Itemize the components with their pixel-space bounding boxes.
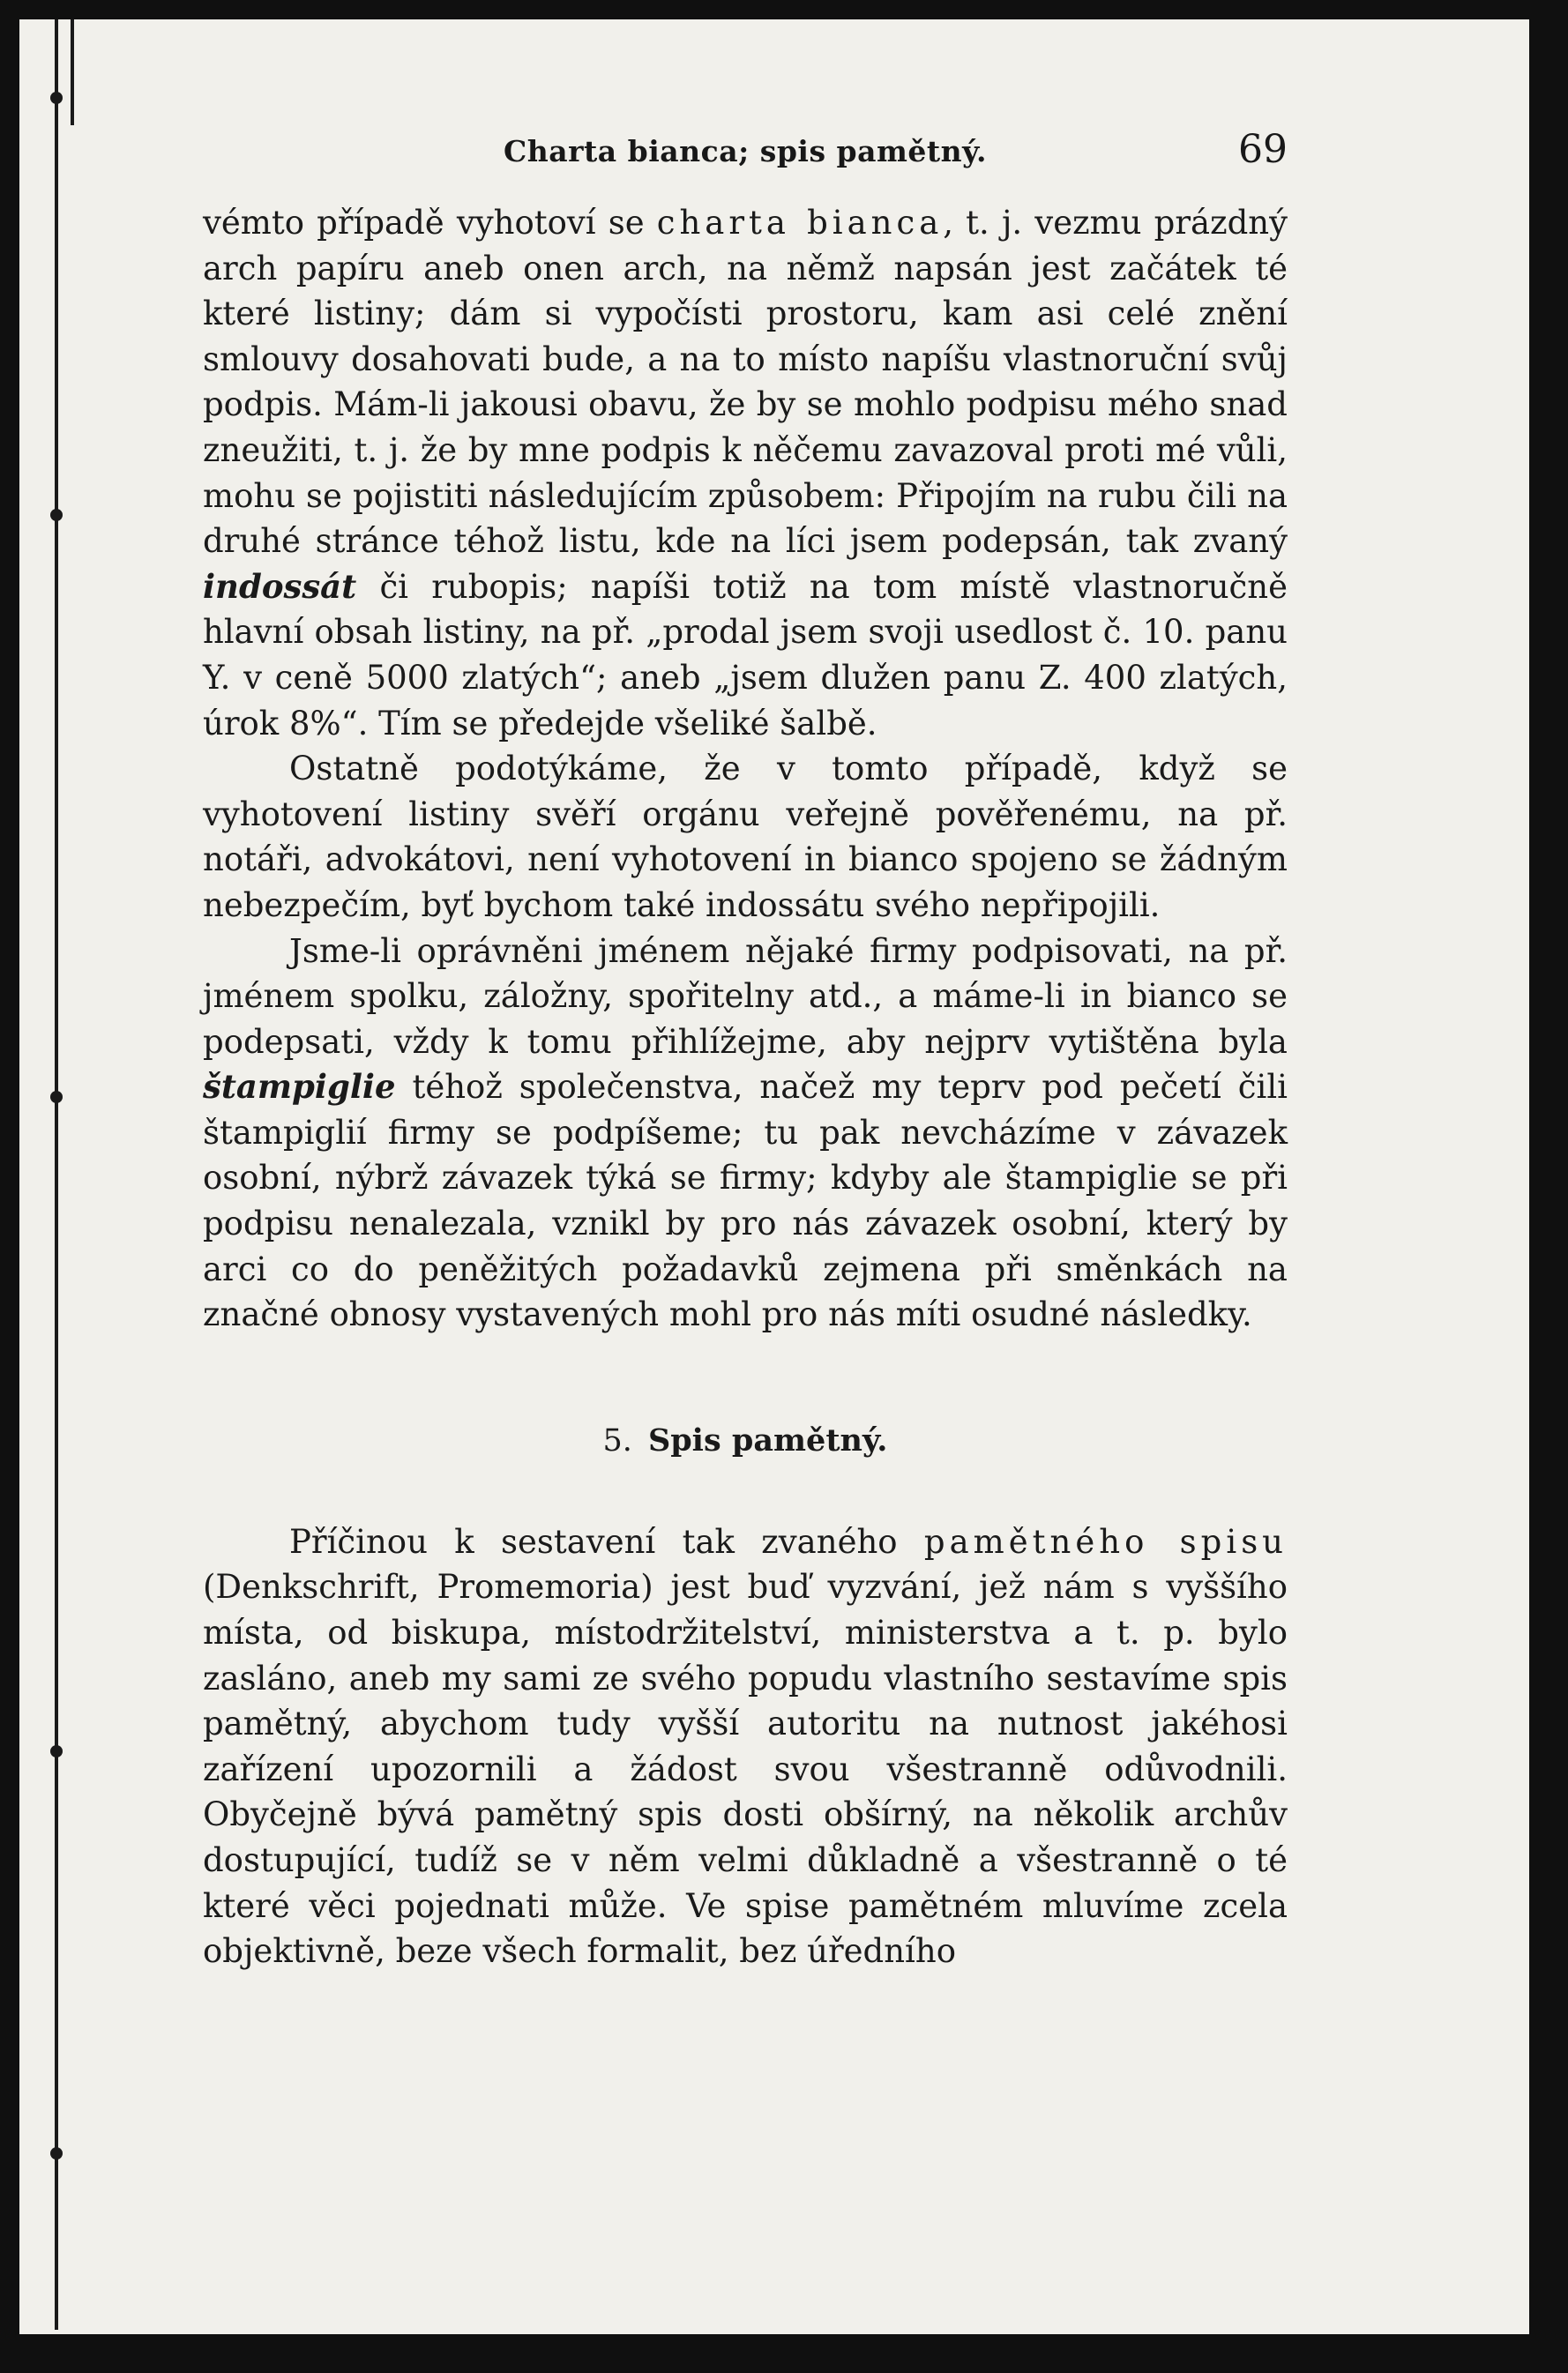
text-segment: charta bianca: [656, 204, 944, 242]
binding-mark: [50, 509, 63, 521]
text-segment: vémto případě vyhotoví se: [203, 204, 657, 242]
page-header: [203, 123, 1288, 176]
paragraph: [203, 1519, 1288, 1974]
section-number: 5.: [602, 1422, 632, 1459]
running-head: Charta bianca; spis pamětný.: [503, 134, 987, 168]
text-segment: (Denkschrift, Promemoria) jest buď vyzvání, jež nám s vyššího místa, od biskupa, místodržitelství, ministerstva a t. p. bylo zasláno, aneb my sami ze svého popudu vlastního sestavíme spis pamětný, abychom tudy vyšší autoritu na nutnost jakéhosi zařízení upozornili a žádost svou všestranně odůvodnili. Obyčejně bývá pamětný spis dosti obšírný, na několik archův dostupující, tudíž se v něm velmi důkladně a všestranně o té které věci pojednati může. Ve spise pamětném mluvíme zcela objektivně, beze všech formalit, bez úředního: [203, 1568, 1288, 1971]
binding-mark: [50, 1745, 63, 1757]
binding-rule: [71, 19, 74, 125]
text-segment: indossát: [203, 566, 357, 606]
binding-mark: [50, 2147, 63, 2160]
text-segment: Jsme-li oprávněni jménem nějaké firmy podpisovati, na př. jménem spolku, záložny, spořitelny atd., a máme-li in bianco se podepsati, vždy k tomu přihlížejme, aby nejprv vytištěna byla: [203, 931, 1288, 1061]
paragraph: [203, 929, 1288, 1338]
text-segment: , t. j. vezmu prázdný arch papíru aneb onen arch, na němž napsán jest začátek té které listiny; dám si vypočísti prostoru, kam asi celé znění smlouvy dosahovati bude, a na to místo napíšu vlastnoruční svůj podpis. Mám-li jakousi obavu, že by se mohlo podpisu mého snad zneužiti, t. j. že by mne podpis k něčemu zavazoval proti mé vůli, mohu se pojistiti následujícím způsobem: Připojím na rubu čili na druhé stránce téhož listu, kde na líci jsem podepsán, tak zvaný: [203, 204, 1288, 561]
text-segment: či rubopis; napíši totiž na tom místě vlastnoručně hlavní obsah listiny, na př. „prodal jsem svoji usedlost č. 10. panu Y. v ceně 5000 zlatých“; aneb „jsem dlužen panu Z. 400 zlatých, úrok 8%“. Tím se předejde všeliké šalbě.: [203, 567, 1288, 742]
binding-rule: [55, 19, 58, 2330]
page-binding-edge: [19, 19, 99, 2334]
binding-mark: [50, 92, 63, 104]
body-text: [203, 200, 1288, 1974]
paragraph: [203, 200, 1288, 746]
binding-mark: [50, 1091, 63, 1103]
text-segment: Ostatně podotýkáme, že v tomto případě, když se vyhotovení listiny svěří orgánu veřejně pověřenému, na př. notáři, advokátovi, není vyhotovení in bianco spojeno se žádným nebezpečím, byť bychom také indossátu svého nepřipojili.: [203, 750, 1288, 924]
page-number: 69: [1238, 127, 1288, 172]
text-segment: pamětného spisu: [923, 1522, 1288, 1561]
section-heading: [203, 1419, 1288, 1463]
book-page: [19, 19, 1529, 2334]
paragraph: [203, 746, 1288, 928]
paragraph-list: [203, 200, 1288, 1338]
text-segment: štampiglie: [203, 1067, 396, 1107]
text-segment: téhož společenstva, načež my teprv pod pečetí čili štampiglií firmy se podpíšeme; tu pak nevcházíme v závazek osobní, nýbrž závazek týká se firmy; kdyby ale štampiglie se při podpisu nenalezala, vznikl by pro nás závazek osobní, který by arci co do peněžitých požadavků zejmena při směnkách na značné obnosy vystavených mohl pro nás míti osudné následky.: [203, 1068, 1288, 1334]
section-paragraph-list: [203, 1519, 1288, 1974]
text-segment: Příčinou k sestavení tak zvaného: [289, 1522, 924, 1561]
section-title: Spis pamětný.: [647, 1422, 888, 1459]
